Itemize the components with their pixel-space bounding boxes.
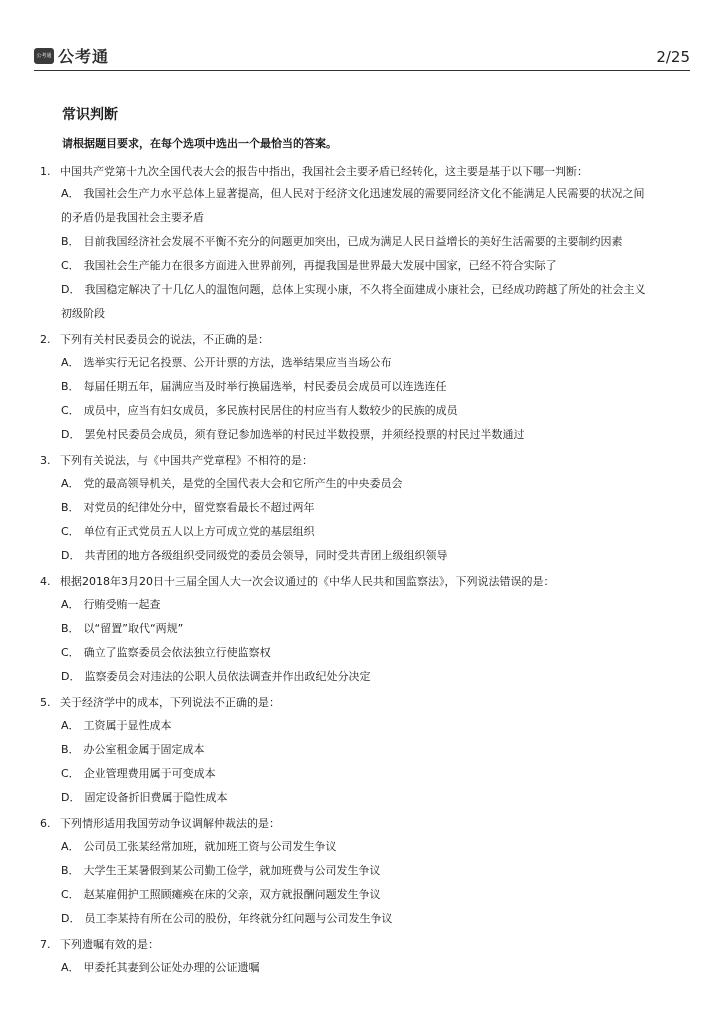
- option: A． 公司员工张某经常加班，就加班工资与公司发生争议: [61, 840, 337, 853]
- question-stem: 2. 下列有关村民委员会的说法，不正确的是：: [40, 333, 269, 346]
- brand-logo: [34, 44, 109, 67]
- option: D． 监察委员会对违法的公职人员依法调查并作出政纪处分决定: [61, 670, 371, 683]
- option: B． 对党员的纪律处分中，留党察看最长不超过两年: [61, 501, 315, 514]
- logo-mark-icon: 公考通: [34, 48, 54, 64]
- option: A． 党的最高领导机关，是党的全国代表大会和它所产生的中央委员会: [61, 477, 403, 490]
- option-continuation: 初级阶段: [61, 307, 105, 320]
- option: D． 员工李某持有所在公司的股份，年终就分红问题与公司发生争议: [61, 912, 393, 925]
- option: B． 每届任期五年，届满应当及时举行换届选举，村民委员会成员可以连选连任: [61, 380, 447, 393]
- option: C． 赵某雇佣护工照顾瘫痪在床的父亲，双方就报酬问题发生争议: [61, 888, 381, 901]
- option: A． 工资属于显性成本: [61, 719, 172, 732]
- question-stem: 3. 下列有关说法，与《中国共产党章程》不相符的是：: [40, 454, 313, 467]
- question-stem: 5. 关于经济学中的成本，下列说法不正确的是：: [40, 696, 280, 709]
- page-header: [34, 44, 690, 71]
- instruction-text: 请根据题目要求，在每个选项中选出一个最恰当的答案。: [62, 137, 337, 150]
- option: B． 目前我国经济社会发展不平衡不充分的问题更加突出，已成为满足人民日益增长的美好生活需要的主要制约因素: [61, 235, 623, 248]
- option: C． 单位有正式党员五人以上方可成立党的基层组织: [61, 525, 315, 538]
- option: B． 以“留置”取代“两规”: [61, 622, 184, 635]
- option: C． 企业管理费用属于可变成本: [61, 767, 216, 780]
- option: C． 确立了监察委员会依法独立行使监察权: [61, 646, 271, 659]
- option: C． 我国社会生产能力在很多方面进入世界前列，再提我国是世界最大发展中国家，已经不符合实际了: [61, 259, 557, 272]
- option: A． 我国社会生产力水平总体上显著提高，但人民对于经济文化迅速发展的需要同经济文化不能满足人民需要的状况之间: [61, 187, 645, 200]
- question-stem: 7. 下列遗嘱有效的是：: [40, 938, 159, 951]
- logo-text: 公考通: [58, 47, 110, 66]
- option-continuation: 的矛盾仍是我国社会主要矛盾: [61, 211, 204, 224]
- option: D． 固定设备折旧费属于隐性成本: [61, 791, 228, 804]
- question-stem: 1. 中国共产党第十九次全国代表大会的报告中指出，我国社会主要矛盾已经转化，这主要是基于以下哪一判断：: [40, 165, 588, 178]
- option: D． 共青团的地方各级组织受同级党的委员会领导，同时受共青团上级组织领导: [61, 549, 448, 562]
- option: C． 成员中，应当有妇女成员，多民族村民居住的村应当有人数较少的民族的成员: [61, 404, 458, 417]
- option: D． 罢免村民委员会成员，须有登记参加选举的村民过半数投票，并须经投票的村民过半数通过: [61, 428, 525, 441]
- option: A． 甲委托其妻到公证处办理的公证遗嘱: [61, 961, 260, 974]
- option: B． 办公室租金属于固定成本: [61, 743, 205, 756]
- section-title: 常识判断: [62, 107, 118, 123]
- page-number: 2/25: [656, 48, 690, 66]
- option: A． 选举实行无记名投票、公开计票的方法，选举结果应当当场公布: [61, 356, 392, 369]
- question-stem: 4. 根据2018年3月20日十三届全国人大一次会议通过的《中华人民共和国监察法》，下列说法错误的是：: [40, 575, 555, 588]
- option: A． 行贿受贿一起查: [61, 598, 161, 611]
- question-stem: 6. 下列情形适用我国劳动争议调解仲裁法的是：: [40, 817, 280, 830]
- option: D． 我国稳定解决了十几亿人的温饱问题，总体上实现小康，不久将全面建成小康社会，已经成功跨越了所处的社会主义: [61, 283, 646, 296]
- option: B． 大学生王某暑假到某公司勤工俭学，就加班费与公司发生争议: [61, 864, 381, 877]
